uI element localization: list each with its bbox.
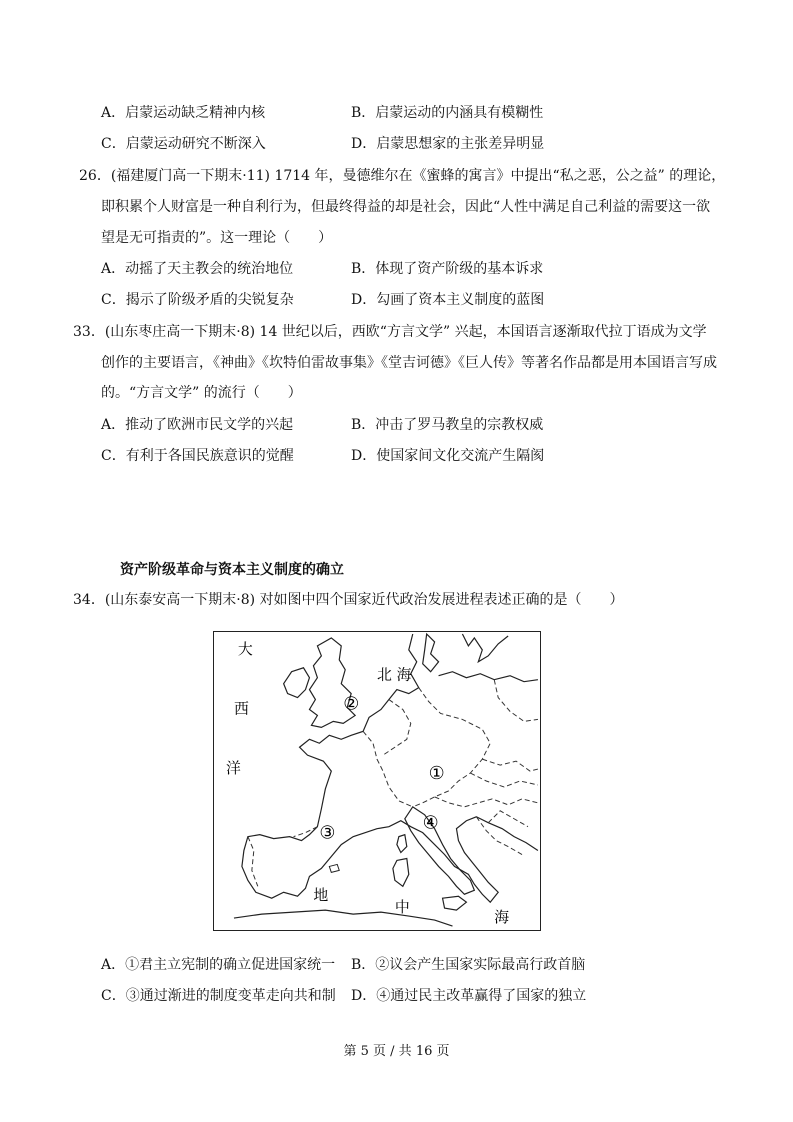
q26-option-d[interactable]: D．勾画了资本主义制度的蓝图: [351, 292, 545, 308]
q25-option-a[interactable]: A．启蒙运动缺乏精神内核: [101, 105, 266, 121]
map-label-yang: 洋: [226, 759, 241, 778]
sardinia-outline: [393, 858, 409, 886]
sweden-fragment: [462, 634, 508, 662]
q26-option-b[interactable]: B．体现了资产阶级的基本诉求: [351, 261, 544, 277]
map-label-di: 地: [313, 886, 329, 905]
map-marker-3: ③: [319, 822, 336, 844]
denmark-outline: [423, 634, 439, 672]
europe-map: [213, 631, 541, 931]
map-label-hai: 海: [494, 908, 510, 927]
q33-option-d[interactable]: D．使国家间文化交流产生隔阂: [351, 448, 545, 464]
q34-option-d[interactable]: D．④通过民主改革赢得了国家的独立: [351, 988, 587, 1004]
q33-stem-line-2: 创作的主要语言，《神曲》《坎特伯雷故事集》《堂吉诃德》《巨人传》等著名作品都是用本国语言写成: [101, 355, 717, 371]
q34-stem-line-1: 34．(山东泰安高一下期末·8) 对如图中四个国家近代政治发展进程表述正确的是（ ）: [73, 592, 624, 608]
q26-stem-line-3: 望是无可指责的”。这一理论（ ）: [101, 230, 333, 246]
q34-option-a[interactable]: A．①君主立宪制的确立促进国家统一: [101, 957, 336, 973]
sicily-outline: [443, 896, 467, 910]
balearic-outline: [329, 864, 339, 872]
q25-option-d[interactable]: D．启蒙思想家的主张差异明显: [351, 136, 545, 152]
europe-map-drawing: [214, 632, 540, 930]
q26-option-a[interactable]: A．动摇了天主教会的统治地位: [101, 261, 294, 277]
q33-option-c[interactable]: C．有利于各国民族意识的觉醒: [101, 448, 294, 464]
q33-stem-line-1: 33．(山东枣庄高一下期末·8) 14 世纪以后，西欧“方言文学” 兴起，本国语言逐渐取代拉丁语成为文学: [73, 324, 707, 340]
baltic-coast: [439, 672, 538, 682]
q33-option-a[interactable]: A．推动了欧洲市民文学的兴起: [101, 417, 294, 433]
q34-option-c[interactable]: C．③通过渐进的制度变革走向共和制: [101, 988, 336, 1004]
q33-option-b[interactable]: B．冲击了罗马教皇的宗教权威: [351, 417, 544, 433]
map-marker-2: ②: [343, 693, 360, 715]
q25-option-b[interactable]: B．启蒙运动的内涵具有模糊性: [351, 105, 544, 121]
map-marker-4: ④: [422, 812, 439, 834]
page-footer: 第 5 页 / 共 16 页: [343, 1044, 450, 1059]
q26-stem-line-2: 即积累个人财富是一种自利行为，但最终得益的却是社会，因此“人性中满足自己利益的需要这一欲: [101, 199, 711, 215]
q25-option-c[interactable]: C．启蒙运动研究不断深入: [101, 136, 266, 152]
q26-option-c[interactable]: C．揭示了阶级矛盾的尖锐复杂: [101, 292, 294, 308]
map-label-north-sea: 北 海: [377, 665, 412, 684]
map-label-xi: 西: [233, 699, 249, 718]
q34-option-b[interactable]: B．②议会产生国家实际最高行政首脑: [351, 957, 586, 973]
q26-stem-line-1: 26．(福建厦门高一下期末·11) 1714 年，曼德维尔在《蜜蜂的寓言》中提出“私之恶，公之益” 的理论，: [79, 168, 726, 184]
q33-stem-line-3: 的。“方言文学” 的流行（ ）: [101, 385, 302, 401]
corsica-outline: [397, 835, 407, 853]
map-label-zhong: 中: [394, 898, 410, 917]
ireland-outline: [284, 668, 310, 698]
map-marker-1: ①: [428, 763, 445, 785]
north-africa-coast: [234, 910, 453, 926]
section-title: 资产阶级革命与资本主义制度的确立: [120, 562, 344, 578]
map-label-da: 大: [237, 639, 253, 658]
national-borders: [248, 680, 538, 887]
